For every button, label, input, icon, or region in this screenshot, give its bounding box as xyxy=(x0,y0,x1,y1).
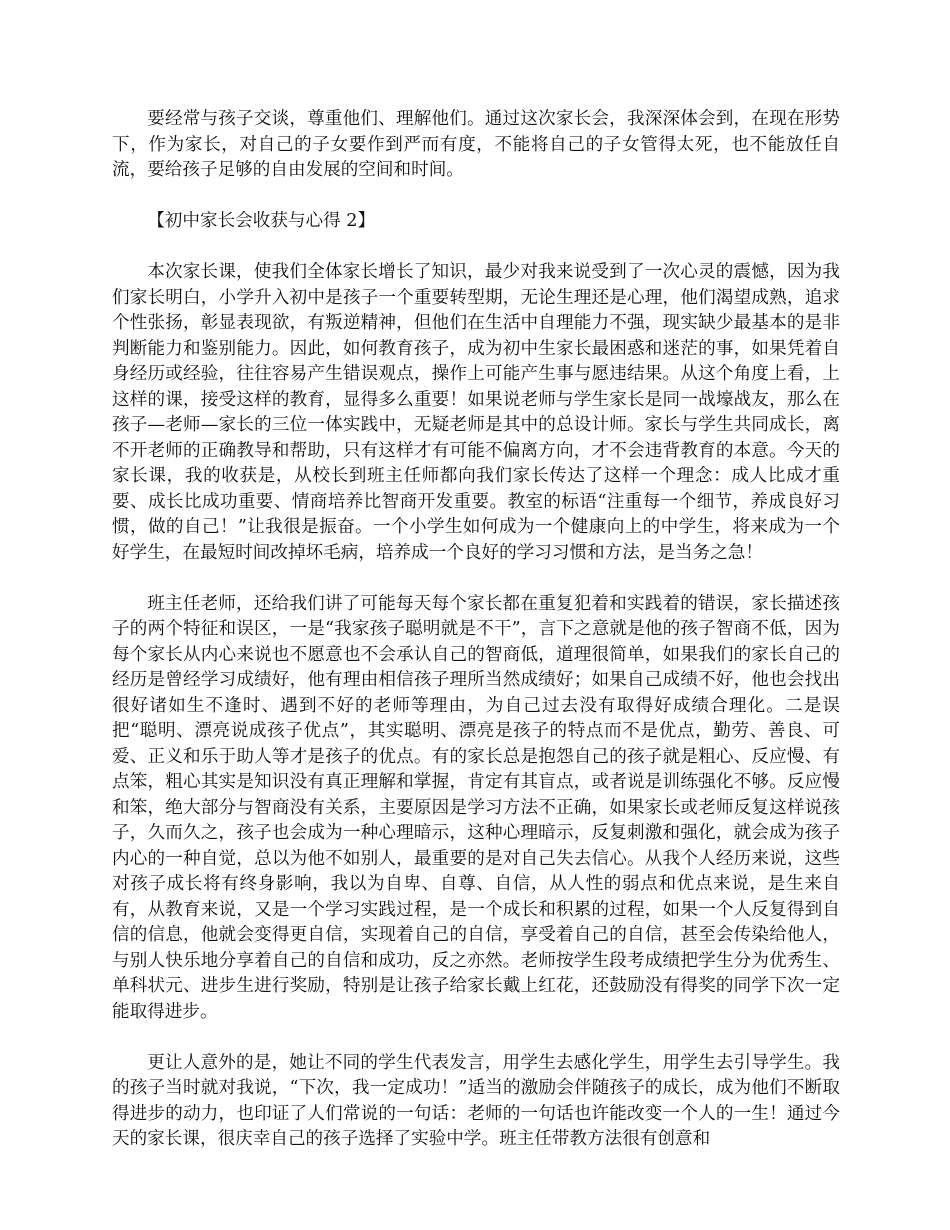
paragraph-gap xyxy=(112,566,840,592)
section-heading: 【初中家长会收获与心得 2】 xyxy=(147,211,376,231)
paragraph-gap xyxy=(112,184,840,210)
paragraph-intro: 要经常与孩子交谈，尊重他们、理解他们。通过这次家长会，我深深体会到，在现在形势下，作为家长，对自己的子女要作到严而有度，不能将自己的子女管得太死，也不能放任自流，要给孩子足够的自由发展的空间和时间。 xyxy=(112,109,840,180)
paragraph-gap xyxy=(112,1025,840,1051)
paragraph-teacher-advice: 班主任老师，还给我们讲了可能每天每个家长都在重复犯着和实践着的错误，家长描述孩子的两个特征和误区，一是“我家孩子聪明就是不干”，言下之意就是他的孩子智商不低，因为每个家长从内心来说也不愿意也不会承认自己的智商低，道理很简单，如果我们的家长自己的经历是曾经学习成绩好，他有理由相信孩子理所当然成绩好；如果自己成绩不好，他也会找出很好诸如生不逢时、遇到不好的老师等理由，为自己过去没有取得好成绩合理化。二是误把“聪明、漂亮说成孩子优点”，其实聪明、漂亮是孩子的特点而不是优点，勤劳、善良、可爱、正义和乐于助人等才是孩子的优点。有的家长总是抱怨自己的孩子就是粗心、反应慢、有点笨，粗心其实是知识没有真正理解和掌握，肯定有其盲点，或者说是训练强化不够。反应慢和笨，绝大部分与智商没有关系，主要原因是学习方法不正确，如果家长或老师反复这样说孩子，久而久之，孩子也会成为一种心理暗示，这种心理暗示，反复刺激和强化，就会成为孩子内心的一种自觉，总以为他不如别人，最重要的是对自己失去信心。从我个人经历来说，这些对孩子成长将有终身影响，我以为自卑、自尊、自信，从人性的弱点和优点来说，是生来自有，从教育来说，又是一个学习实践过程，是一个成长和积累的过程，如果一个人反复得到自信的信息，他就会变得更自信，实现着自己的自信，享受着自己的自信，甚至会传染给他人，与别人快乐地分享着自己的自信和成功，反之亦然。老师按学生段考成绩把学生分为优秀生、单科状元、进步生进行奖励，特别是让孩子给家长戴上红花，还鼓励没有得奖的同学下次一定能取得进步。 xyxy=(112,593,840,1022)
paragraph-gap xyxy=(112,235,840,261)
paragraph-parent-class: 本次家长课，使我们全体家长增长了知识，最少对我来说受到了一次心灵的震憾，因为我们家长明白，小学升入初中是孩子一个重要转型期，无论生理还是心理，他们渴望成熟，追求个性张扬，彰显表现欲，有叛逆精神，但他们在生活中自理能力不强，现实缺少最基本的是非判断能力和鉴别能力。因此，如何教育孩子，成为初中生家长最困惑和迷茫的事，如果凭着自身经历或经验，往往容易产生错误观点，操作上可能产生事与愿违结果。从这个角度上看，上这样的课，接受这样的教育，显得多么重要！如果说老师与学生家长是同一战壕战友，那么在孩子—老师—家长的三位一体实践中，无疑老师是其中的总设计师。家长与学生共同成长，离不开老师的正确教导和帮助，只有这样才有可能不偏离方向，才不会违背教育的本意。今天的家长课，我的收获是，从校长到班主任师都向我们家长传达了这样一个理念：成人比成才重要、成长比成功重要、情商培养比智商开发重要。教室的标语“注重每一个细节，养成良好习惯，做的自己！”让我很是振奋。一个小学生如何成为一个健康向上的中学生，将来成为一个好学生，在最短时间改掉坏毛病，培养成一个良好的学习习惯和方法，是当务之急！ xyxy=(112,262,840,563)
paragraph-student-speeches: 更让人意外的是，她让不同的学生代表发言，用学生去感化学生，用学生去引导学生。我的孩子当时就对我说，“下次，我一定成功！”适当的激励会伴随孩子的成长，成为他们不断取得进步的动力，也印证了人们常说的一句话：老师的一句话也许能改变一个人的一生！通过今天的家长课，很庆幸自己的孩子选择了实验中学。班主任带教方法很有创意和 xyxy=(112,1052,840,1149)
document-page xyxy=(112,107,840,1153)
